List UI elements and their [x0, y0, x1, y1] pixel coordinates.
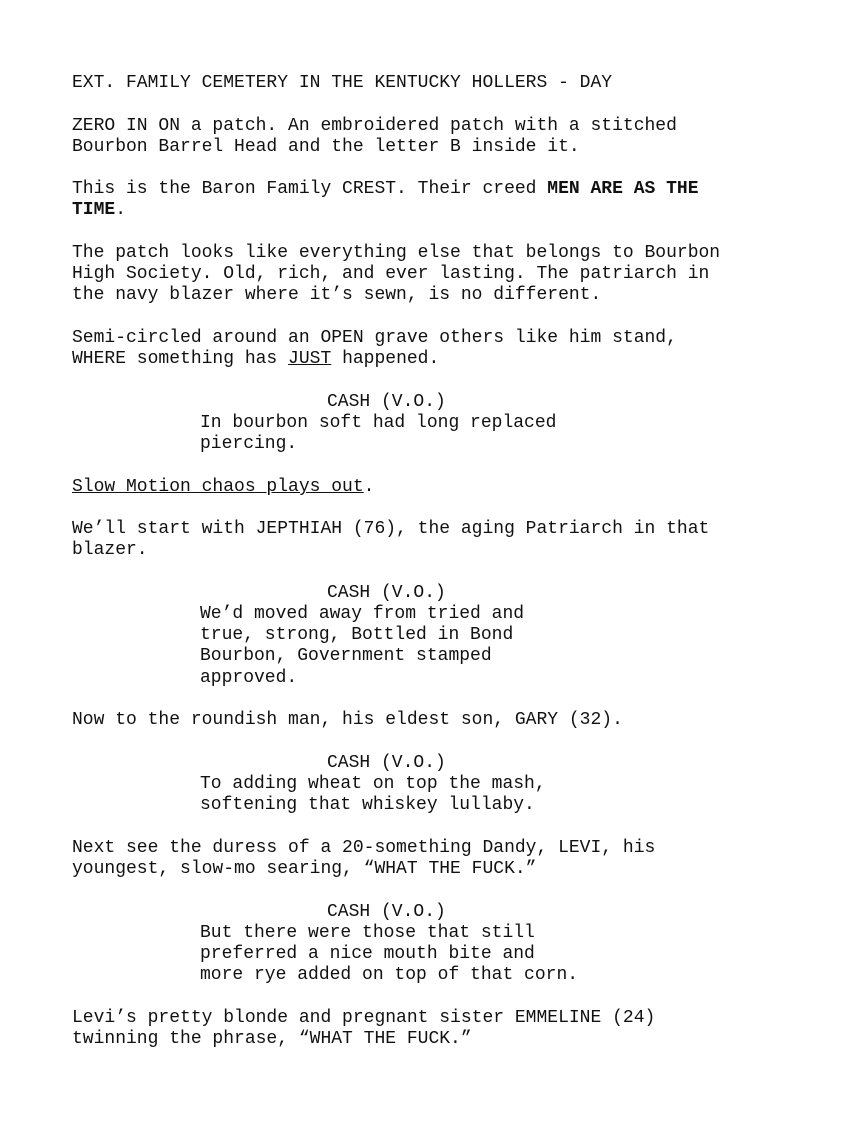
action-line: Next see the duress of a 20-something Dandy, LEVI, his youngest, slow-mo searing, “WHAT THE FUCK.”: [72, 838, 656, 880]
dialogue: We’d moved away from tried and true, strong, Bottled in Bond Bourbon, Government stamped approved.: [200, 604, 525, 688]
action-text: .: [115, 200, 127, 221]
action-line: [72, 477, 832, 498]
action-text: happened.: [331, 349, 440, 370]
action-line: The patch looks like everything else that belongs to Bourbon High Society. Old, rich, and ever lasting. The patriarch in the navy blazer where it’s sewn, is no different.: [72, 243, 721, 306]
dialogue: In bourbon soft had long replaced piercing.: [200, 413, 557, 455]
action-line: ZERO IN ON a patch. An embroidered patch with a stitched Bourbon Barrel Head and the letter B inside it.: [72, 116, 677, 158]
dialogue: To adding wheat on top the mash, softening that whiskey lullaby.: [200, 774, 546, 816]
action-line: [72, 328, 832, 370]
action-line: Now to the roundish man, his eldest son, GARY (32).: [72, 710, 623, 730]
action-line: We’ll start with JEPTHIAH (76), the aging Patriarch in that blazer.: [72, 519, 710, 561]
action-line: Levi’s pretty blonde and pregnant sister EMMELINE (24) twinning the phrase, “WHAT THE FUCK.”: [72, 1008, 656, 1050]
character-name: CASH (V.O.): [327, 753, 446, 773]
emphasis-text: Slow Motion chaos plays out: [72, 477, 364, 497]
action-line: [72, 179, 832, 221]
character-name: CASH (V.O.): [327, 583, 446, 603]
scene-heading: EXT. FAMILY CEMETERY IN THE KENTUCKY HOLLERS - DAY: [72, 73, 613, 93]
dialogue: But there were those that still preferred a nice mouth bite and more rye added on top of that corn.: [200, 923, 579, 986]
creed-text: MEN ARE AS THE TIME: [72, 179, 699, 221]
action-text: Semi-circled around an OPEN grave others like him stand, WHERE something has: [72, 328, 677, 370]
action-text: This is the Baron Family CREST. Their creed: [72, 179, 548, 199]
character-name: CASH (V.O.): [327, 902, 446, 922]
action-text: .: [363, 477, 375, 497]
emphasis-text: JUST: [288, 349, 332, 370]
character-name: CASH (V.O.): [327, 392, 446, 412]
